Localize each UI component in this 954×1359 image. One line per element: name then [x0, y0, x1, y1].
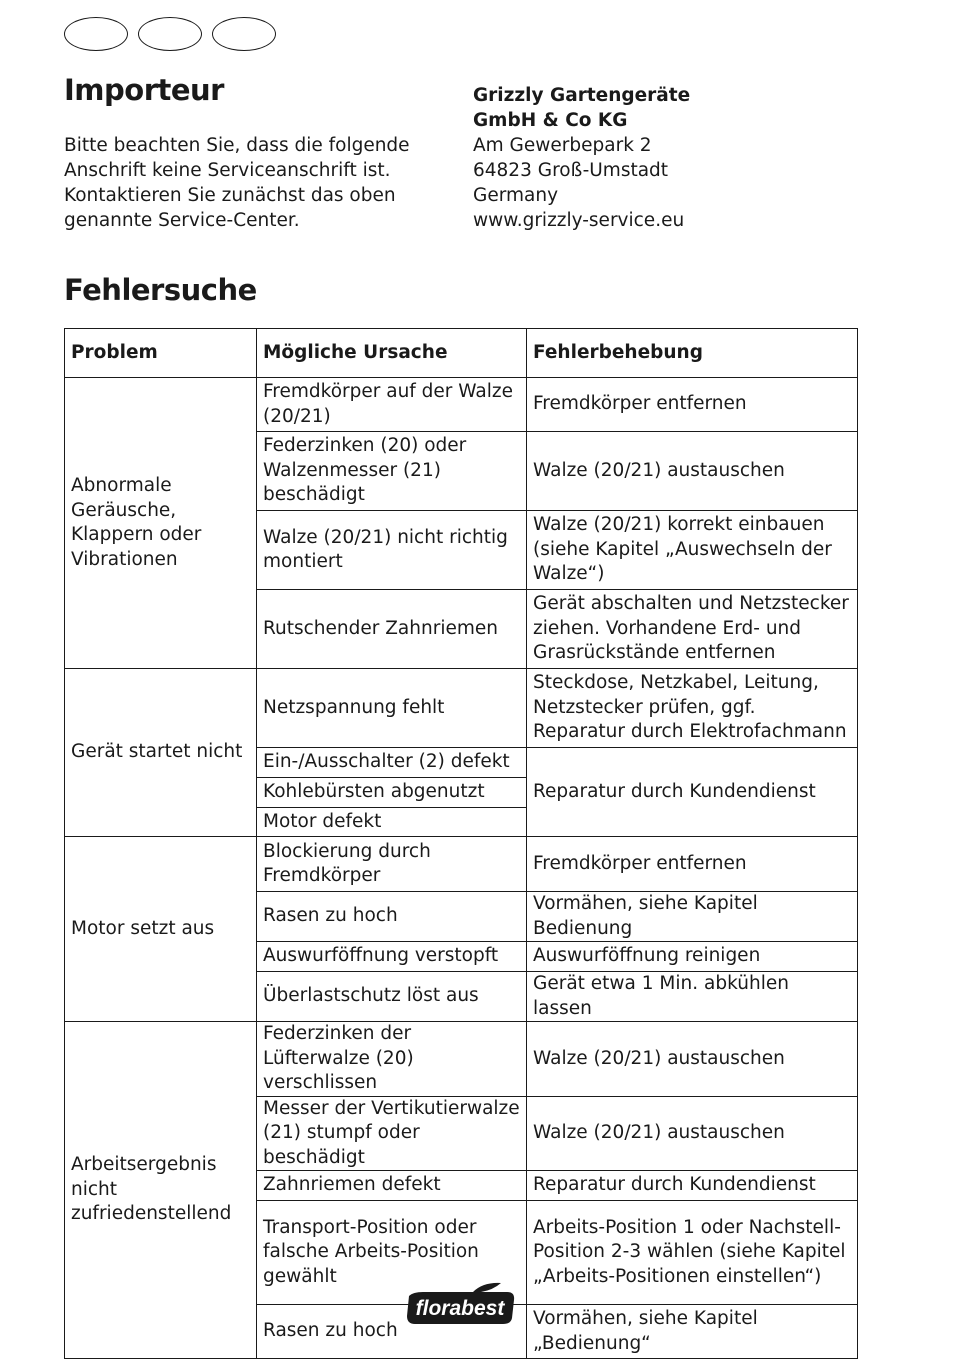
fix-cell: Fremdkörper entfernen: [527, 378, 858, 432]
website-link[interactable]: www.grizzly-service.eu: [473, 210, 685, 231]
fix-cell: Walze (20/21) austauschen: [527, 1022, 858, 1097]
language-badge-2: [138, 17, 202, 51]
fix-cell: Steckdose, Netzkabel, Leitung, Netzstecker prüfen, ggf. Reparatur durch Elektrofachmann: [527, 669, 858, 748]
fix-cell: Walze (20/21) korrekt einbauen (siehe Kapitel „Auswechseln der Walze“): [527, 511, 858, 590]
fix-cell: Reparatur durch Kundendienst: [527, 748, 858, 837]
fix-cell: Vormähen, siehe Kapitel Bedienung: [527, 892, 858, 942]
table-row: [65, 837, 858, 892]
cause-cell: Rasen zu hoch: [257, 1305, 527, 1359]
cause-cell: Netzspannung fehlt: [257, 669, 527, 748]
fix-cell: Gerät etwa 1 Min. abkühlen lassen: [527, 972, 858, 1022]
fix-cell: Walze (20/21) austauschen: [527, 432, 858, 511]
leaf-icon: [473, 1283, 501, 1292]
note-line: Anschrift keine Serviceanschrift ist.: [64, 160, 391, 181]
table-row: [65, 378, 858, 432]
cause-cell: Auswurföffnung verstopft: [257, 942, 527, 972]
table-row: [65, 1022, 858, 1097]
fix-cell: Walze (20/21) austauschen: [527, 1096, 858, 1171]
florabest-logo: [403, 1282, 517, 1328]
importer-heading: Importeur: [64, 73, 224, 107]
table-header-row: [65, 329, 858, 378]
cause-cell: Federzinken (20) oder Walzenmesser (21) beschädigt: [257, 432, 527, 511]
company-name-line1: Grizzly Gartengeräte: [473, 85, 691, 106]
cause-cell: Fremdkörper auf der Walze (20/21): [257, 378, 527, 432]
address-country: Germany: [473, 185, 559, 206]
cause-cell: Motor defekt: [257, 808, 527, 837]
cause-cell: Messer der Vertikutierwalze (21) stumpf oder beschädigt: [257, 1096, 527, 1171]
cause-cell: Transport-Position oder falsche Arbeits-Position gewählt: [257, 1201, 527, 1305]
cause-cell: Ein-/Ausschalter (2) defekt: [257, 748, 527, 778]
header-cause: Mögliche Ursache: [257, 329, 527, 378]
cause-cell: Überlastschutz löst aus: [257, 972, 527, 1022]
problem-cell: Arbeitsergebnis nicht zufriedenstellend: [65, 1022, 257, 1359]
cause-cell: Federzinken der Lüfterwalze (20) verschlissen: [257, 1022, 527, 1097]
problem-cell: Gerät startet nicht: [65, 669, 257, 837]
fix-cell: Auswurföffnung reinigen: [527, 942, 858, 972]
cause-cell: Zahnriemen defekt: [257, 1171, 527, 1201]
language-badge-3: [212, 17, 276, 51]
troubleshooting-heading: Fehlersuche: [64, 273, 257, 307]
header-fix: Fehlerbehebung: [527, 329, 858, 378]
language-badge-1: [64, 17, 128, 51]
table-row: [65, 669, 858, 748]
cause-cell: Walze (20/21) nicht richtig montiert: [257, 511, 527, 590]
cause-cell: Kohlebürsten abgenutzt: [257, 778, 527, 808]
language-badges: [64, 17, 276, 53]
problem-cell: Motor setzt aus: [65, 837, 257, 1022]
note-line: Kontaktieren Sie zunächst das oben: [64, 185, 396, 206]
address-street: Am Gewerbepark 2: [473, 135, 652, 156]
company-name-line2: GmbH & Co KG: [473, 110, 628, 131]
fix-cell: Fremdkörper entfernen: [527, 837, 858, 892]
cause-cell: Rasen zu hoch: [257, 892, 527, 942]
cause-cell: Rutschender Zahnriemen: [257, 590, 527, 669]
header-problem: Problem: [65, 329, 257, 378]
problem-cell: Abnormale Geräusche, Klappern oder Vibrationen: [65, 378, 257, 669]
fix-cell: Arbeits-Position 1 oder Nachstell-Position 2-3 wählen (siehe Kapitel „Arbeits-Positionen einstellen“): [527, 1201, 858, 1305]
logo-text: florabest: [415, 1297, 505, 1320]
note-line: genannte Service-Center.: [64, 210, 300, 231]
fix-cell: Gerät abschalten und Netzstecker ziehen. Vorhandene Erd- und Grasrückstände entfernen: [527, 590, 858, 669]
fix-cell: Vormähen, siehe Kapitel „Bedienung“: [527, 1305, 858, 1359]
importer-address: [473, 83, 873, 233]
importer-note: [64, 133, 444, 233]
troubleshooting-table: [64, 328, 858, 1359]
address-city: 64823 Groß-Umstadt: [473, 160, 669, 181]
fix-cell: Reparatur durch Kundendienst: [527, 1171, 858, 1201]
cause-cell: Blockierung durch Fremdkörper: [257, 837, 527, 892]
note-line: Bitte beachten Sie, dass die folgende: [64, 135, 410, 156]
